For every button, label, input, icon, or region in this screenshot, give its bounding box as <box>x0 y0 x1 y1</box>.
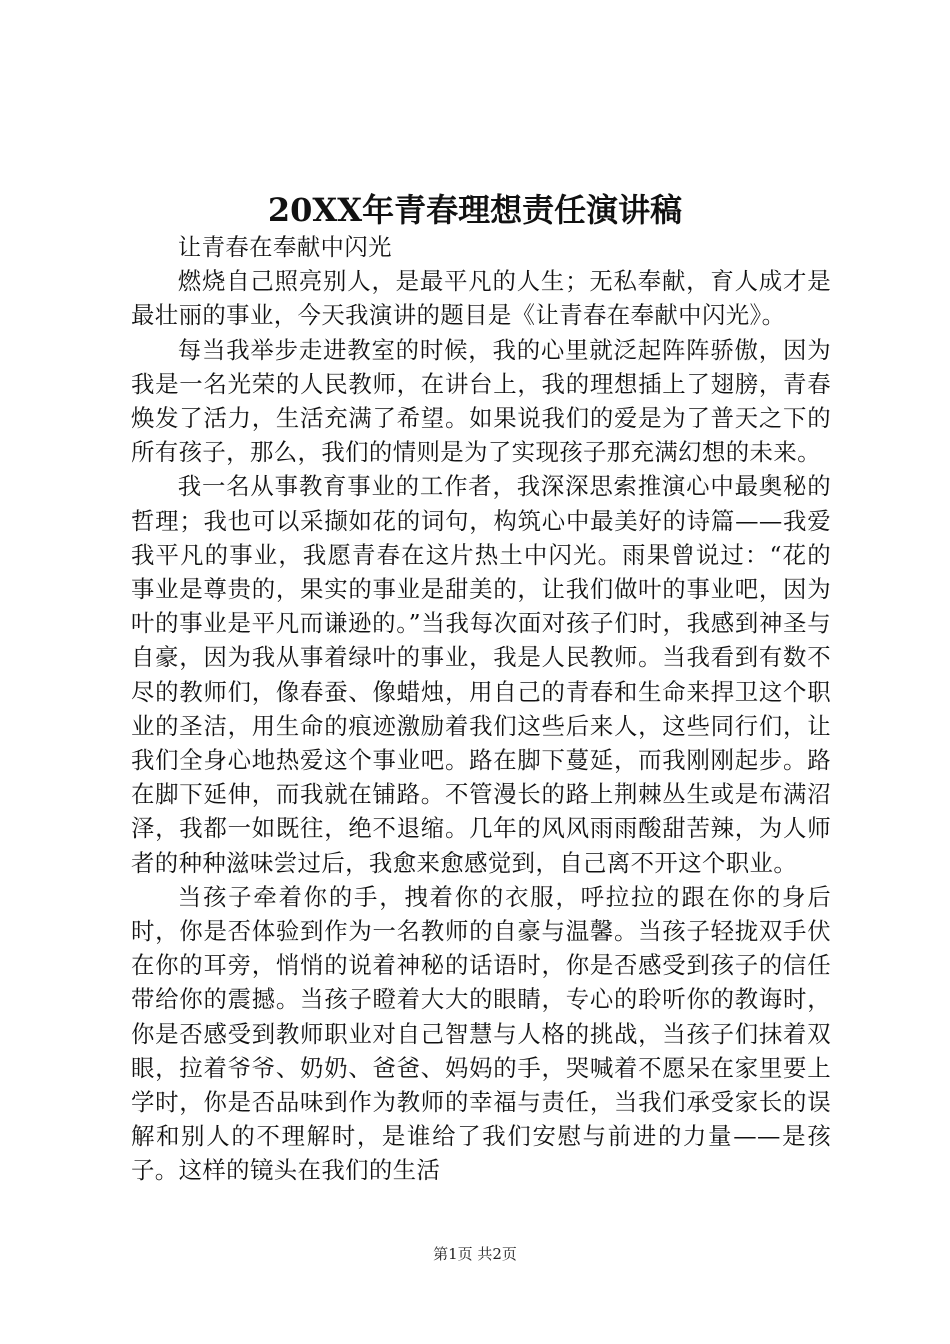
document-title: 20XX年青春理想责任演讲稿 <box>267 191 683 229</box>
body-paragraph: 我一名从事教育事业的工作者，我深深思索推演心中最奥秘的哲理；我也可以采撷如花的词句，构筑心中最美好的诗篇——我爱我平凡的事业，我愿青春在这片热土中闪光。雨果曾说过：“花的事业是尊贵的，果实的事业是甜美的，让我们做叶的事业吧，因为叶的事业是平凡而谦逊的。”当我每次面对孩子们时，我感到神圣与自豪，因为我从事着绿叶的事业，我是人民教师。当我看到有数不尽的教师们，像春蚕、像蜡烛，用自己的青春和生命来捍卫这个职业的圣洁，用生命的痕迹激励着我们这些后来人，这些同行们，让我们全身心地热爱这个事业吧。路在脚下蔓延，而我刚刚起步。路在脚下延伸，而我就在铺路。不管漫长的路上荆棘丛生或是布满沼泽，我都一如既往，绝不退缩。几年的风风雨雨酸甜苦辣，为人师者的种种滋味尝过后，我愈来愈感觉到，自己离不开这个职业。 <box>131 472 831 877</box>
body-paragraph: 每当我举步走进教室的时候，我的心里就泛起阵阵骄傲，因为我是一名光荣的人民教师，在讲台上，我的理想插上了翅膀，青春焕发了活力，生活充满了希望。如果说我们的爱是为了普天之下的所有孩子，那么，我们的情则是为了实现孩子那充满幻想的未来。 <box>131 335 831 467</box>
body-paragraph: 燃烧自己照亮别人，是最平凡的人生；无私奉献，育人成才是最壮丽的事业，今天我演讲的题目是《让青春在奉献中闪光》。 <box>131 267 831 330</box>
document-body <box>131 230 831 1188</box>
page-number-footer: 第1页 共2页 <box>433 1245 517 1263</box>
body-paragraph: 当孩子牵着你的手，拽着你的衣服，呼拉拉的跟在你的身后时，你是否体验到作为一名教师的自豪与温馨。当孩子轻拢双手伏在你的耳旁，悄悄的说着神秘的话语时，你是否感受到孩子的信任带给你的震撼。当孩子瞪着大大的眼睛，专心的聆听你的教诲时，你是否感受到教师职业对自己智慧与人格的挑战，当孩子们抹着双眼，拉着爷爷、奶奶、爸爸、妈妈的手，哭喊着不愿呆在家里要上学时，你是否品味到作为教师的幸福与责任，当我们承受家长的误解和别人的不理解时，是谁给了我们安慰与前进的力量——是孩子。这样的镜头在我们的生活 <box>131 882 831 1185</box>
subtitle-paragraph: 让青春在奉献中闪光 <box>177 233 392 261</box>
